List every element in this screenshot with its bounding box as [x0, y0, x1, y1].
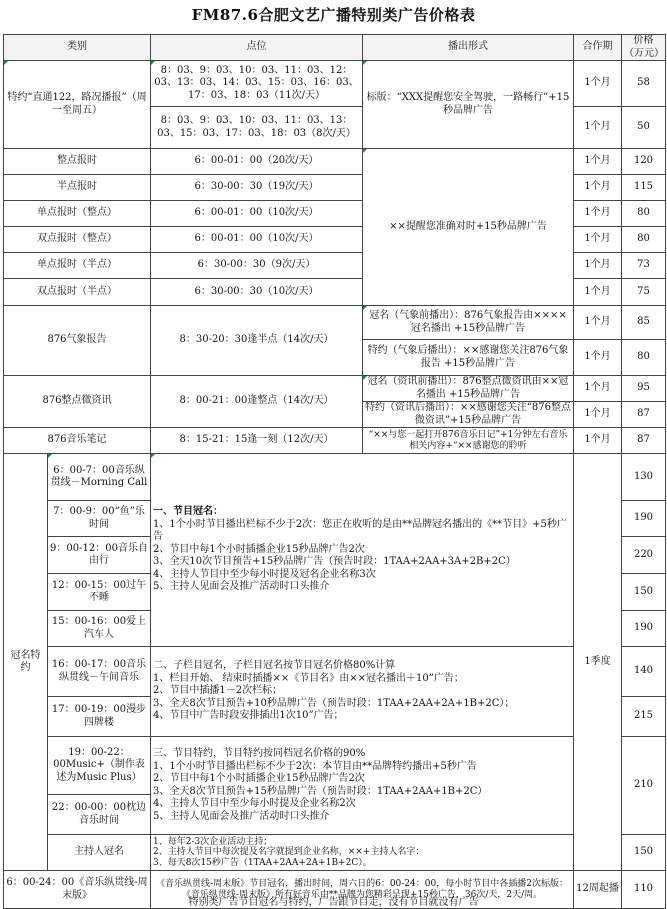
price-cell: 87 — [622, 428, 666, 454]
price-cell: 210 — [622, 737, 666, 835]
host-terms-block — [151, 835, 574, 871]
category-cell: 单点报时（整点） — [4, 201, 151, 227]
format-cell: 特约（气象后播出）：××感谢您关注876气象报告 +15秒品牌广告 — [363, 340, 574, 376]
block-line: 2、节目中插播1－2次栏标； — [153, 685, 283, 697]
category-cell: 876气象报告 — [4, 306, 151, 376]
table-header-row — [4, 35, 666, 61]
table-row — [4, 647, 666, 697]
format-cell: ××提醒您准确对时+15秒品牌广告 — [363, 149, 574, 306]
price-cell: 87 — [622, 402, 666, 428]
header-period: 合作期 — [574, 35, 622, 61]
period-cell: 1个月 — [574, 306, 622, 340]
block-line: 二、子栏目冠名，子栏目冠名按节目冠名价格80%计算 — [153, 660, 396, 672]
table-row — [4, 149, 666, 175]
header-category: 类别 — [4, 35, 151, 61]
table-row — [4, 306, 666, 340]
block-line: 1、每年2-3次企业活动主持； — [153, 837, 273, 848]
block-line: 1、栏目开始、 结束时插播××《节目名》由××冠名播出＋10”广告； — [153, 672, 464, 684]
period-cell: 1个月 — [574, 340, 622, 376]
price-cell: 130 — [622, 454, 666, 501]
sponsor-terms-block — [151, 737, 574, 835]
slot-cell: 8：30-20：30逢半点（14次/天） — [151, 306, 363, 376]
period-cell: 1个月 — [574, 107, 622, 149]
block-line: 一、节目冠名： — [153, 506, 223, 518]
header-format: 播出形式 — [363, 35, 574, 61]
price-cell: 215 — [622, 697, 666, 737]
footer-note: 特别类广告节目冠名与特约，广告跟节目走，没有节目就没有广告 — [188, 897, 479, 908]
period-cell: 1个月 — [574, 402, 622, 428]
period-cell: 12周起播 — [574, 871, 622, 909]
price-cell: 150 — [622, 574, 666, 611]
block-line: 三、节目特约，节目特约按同档冠名价格的90% — [153, 748, 366, 759]
price-cell: 190 — [622, 611, 666, 647]
period-cell: 1个月 — [574, 149, 622, 175]
price-cell: 140 — [622, 647, 666, 697]
price-cell: 150 — [622, 835, 666, 871]
block-line: 4、主持人节目中至少每小时提及企业名称2次 — [153, 798, 356, 809]
slot-cell: 6：00-01：00（10次/天） — [151, 227, 363, 253]
slot-cell: 8：03、9：03、10：03、11：03、13：03、15：03、17：03、18：03（8次/天） — [151, 107, 363, 149]
slot-cell: 6：00-01：00（20次/天） — [151, 149, 363, 175]
price-cell: 110 — [622, 871, 666, 909]
block-line: 5、主持人见面会及推广活动时口头推介 — [153, 810, 330, 822]
slot-cell: 8：00-21：00逢整点（14次/天） — [151, 376, 363, 428]
block-line: 1、1个小时节目播出栏标不少于2次：您正在收听的是由**品牌冠名播出的《**节目》+5秒广告 — [153, 518, 567, 543]
slot-cell: 6：30-00：30（19次/天） — [151, 175, 363, 201]
category-cell: 双点报时（半点） — [4, 279, 151, 306]
program-cell: 6：00-7：00音乐纵贯线－Morning Call — [48, 454, 151, 501]
program-cell: 16：00-17：00音乐纵贯线－午间音乐 — [48, 647, 151, 697]
price-cell: 80 — [622, 227, 666, 253]
price-cell: 80 — [622, 340, 666, 376]
format-cell: 《音乐纵贯线-周末版》节目冠名，播出时间，周六日的6：00-24：00，每小时节目中各插播2次标版：《音乐纵贯线-周末版》所有好音乐由**品牌为您精彩呈现+15秒广告，36次/天，2天/周。 — [151, 871, 574, 909]
naming-terms-block — [151, 454, 574, 647]
price-cell: 115 — [622, 175, 666, 201]
period-cell: 1季度 — [574, 454, 622, 871]
category-cell: 冠名特约 — [4, 454, 48, 871]
format-cell: 标版：“XXX提醒您安全驾驶，一路畅行”+15秒品牌广告 — [363, 61, 574, 149]
price-table — [3, 34, 666, 909]
table-row — [4, 454, 666, 501]
block-line: 5、主持人见面会及推广活动时口头推介 — [153, 581, 330, 593]
price-cell: 75 — [622, 279, 666, 306]
format-cell: 冠名（气象前播出）：876气象报告由××××冠名播出 +15秒品牌广告 — [363, 306, 574, 340]
slot-cell: 8：15-21：15逢一刻（12次/天） — [151, 428, 363, 454]
program-cell: 7：00-9：00“鱼”乐时间 — [48, 501, 151, 537]
block-line: 2、主持人节目中每次提及名字就提到企业名称，××+主持人名字； — [153, 847, 425, 858]
category-cell: 单点报时（半点） — [4, 253, 151, 279]
block-line: 2、节目中每1个小时插播企业15秒品牌广告2次 — [153, 543, 365, 555]
category-cell: 876整点微资讯 — [4, 376, 151, 428]
format-cell: “××与您一起打开876音乐日记”+1分钟左右音乐相关内容+“××感谢您的聆听 — [363, 428, 574, 454]
program-cell: 17：00-19：00漫步四牌楼 — [48, 697, 151, 737]
category-cell: 特约“直通122，路况播报”（周一至周五） — [4, 61, 151, 149]
header-price: 价格（万元） — [622, 35, 666, 61]
category-cell: 半点报时 — [4, 175, 151, 201]
program-cell: 19：00-22：00Music+（制作表述为Music Plus） — [48, 737, 151, 795]
format-cell: 特约（资讯后播出）：××感谢您关注“876整点微资讯”+15秒品牌广告 — [363, 402, 574, 428]
slot-cell: 8：03、9：03、10：03、11：03、12：03、13：03、14：03、15：03、16：03、17：03、18：03（11次/天） — [151, 61, 363, 107]
program-cell: 9：00-12：00音乐自由行 — [48, 537, 151, 574]
program-cell: 22：00-00：00枕边音乐时间 — [48, 795, 151, 835]
period-cell: 1个月 — [574, 376, 622, 402]
table-row — [4, 737, 666, 795]
price-cell: 85 — [622, 306, 666, 340]
price-cell: 190 — [622, 501, 666, 537]
block-line: 3、每天8次15秒广告（1TAA+2AA+2A+1B+2C）。 — [153, 857, 372, 868]
block-line: 3、全天8次节目预告+15秒品牌广告（预告时段：1TAA+2AA+1B+2C） — [153, 785, 488, 797]
price-cell: 50 — [622, 107, 666, 149]
block-line: 4、主持人节目中至少每小时提及冠名企业名称3次 — [153, 568, 376, 580]
period-cell: 1个月 — [574, 201, 622, 227]
format-cell: 冠名（资讯前播出）：876整点微资讯由××冠名播出 +15秒品牌广告 — [363, 376, 574, 402]
table-row — [4, 376, 666, 402]
category-cell: 整点报时 — [4, 149, 151, 175]
price-cell: 95 — [622, 376, 666, 402]
period-cell: 1个月 — [574, 279, 622, 306]
category-cell: 双点报时（整点） — [4, 227, 151, 253]
block-line: 4、节目中广告时段安排插出1次10”广告； — [153, 710, 344, 722]
block-line: 3、全天8次节目预告+10秒品牌广告（预告时段：1TAA+2AA+2A+1B+2C）； — [153, 697, 515, 709]
price-cell: 220 — [622, 537, 666, 574]
price-cell: 120 — [622, 149, 666, 175]
program-cell: 15：00-16：00爱上汽车人 — [48, 611, 151, 647]
period-cell: 1个月 — [574, 428, 622, 454]
slot-cell: 6：30-00：30（9次/天） — [151, 253, 363, 279]
table-row — [4, 61, 666, 107]
sub-naming-terms-block — [151, 647, 574, 737]
page-title: FM87.6合肥文艺广播特别类广告价格表 — [191, 6, 476, 24]
table-row — [4, 428, 666, 454]
table-row — [4, 835, 666, 871]
price-cell: 80 — [622, 201, 666, 227]
price-cell: 73 — [622, 253, 666, 279]
block-line: 1、1个小时节目播出栏标不少于2次：本节目由**品牌特约播出+5秒广告 — [153, 760, 477, 772]
program-cell: 主持人冠名 — [48, 835, 151, 871]
header-slot: 点位 — [151, 35, 363, 61]
period-cell: 1个月 — [574, 175, 622, 201]
program-cell: 12：00-15：00过午不睡 — [48, 574, 151, 611]
block-line: 2、节目中每1个小时插播企业15秒品牌广告2次 — [153, 773, 365, 784]
slot-cell: 6：30-00：30（10次/天） — [151, 279, 363, 306]
block-line: 3、全天10次节目预告+15秒品牌广告（预告时段：1TAA+2AA+3A+2B+2C） — [153, 556, 516, 568]
period-cell: 1个月 — [574, 227, 622, 253]
price-cell: 58 — [622, 61, 666, 107]
period-cell: 1个月 — [574, 253, 622, 279]
period-cell: 1个月 — [574, 61, 622, 107]
category-cell: 876音乐笔记 — [4, 428, 151, 454]
slot-cell: 6：00-01：00（10次/天） — [151, 201, 363, 227]
program-cell: 6：00-24：00《音乐纵贯线-周末版》 — [4, 871, 151, 909]
